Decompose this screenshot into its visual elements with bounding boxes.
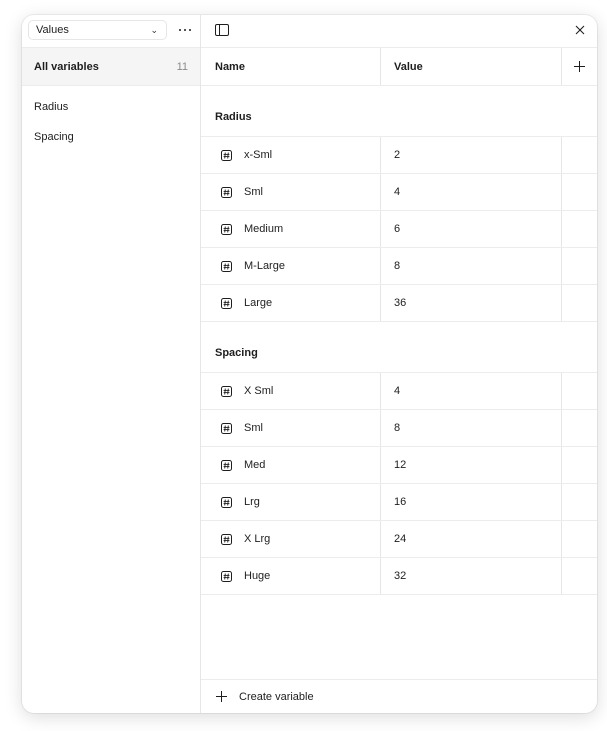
empty-cell xyxy=(562,484,597,520)
variable-value: 24 xyxy=(394,533,407,545)
sidebar-item-spacing[interactable]: Spacing xyxy=(34,131,74,143)
column-header-name[interactable]: Name xyxy=(201,48,381,85)
variable-value-cell[interactable] xyxy=(381,447,562,483)
table-row[interactable] xyxy=(201,248,597,285)
number-variable-icon xyxy=(221,298,232,309)
variable-value: 8 xyxy=(394,422,401,434)
table-row[interactable] xyxy=(201,558,597,595)
variable-value-cell[interactable] xyxy=(381,285,562,321)
more-options-button[interactable] xyxy=(176,23,194,37)
number-variable-icon xyxy=(221,497,232,508)
variable-value: 16 xyxy=(394,496,407,508)
close-icon[interactable] xyxy=(573,23,587,37)
variable-name-cell[interactable] xyxy=(201,137,381,173)
variable-name: Medium xyxy=(244,223,284,235)
variable-value: 32 xyxy=(394,570,407,582)
table-row[interactable] xyxy=(201,211,597,248)
variable-name-cell[interactable] xyxy=(201,410,381,446)
number-variable-icon xyxy=(221,187,232,198)
number-variable-icon xyxy=(221,386,232,397)
number-variable-icon xyxy=(221,150,232,161)
group-heading: Spacing xyxy=(201,322,597,373)
variable-value: 6 xyxy=(394,223,401,235)
variable-name-cell[interactable] xyxy=(201,521,381,557)
number-variable-icon xyxy=(221,460,232,471)
table-header xyxy=(201,47,597,86)
variables-panel xyxy=(22,15,597,713)
table-row[interactable] xyxy=(201,174,597,211)
sidebar-item-all-variables[interactable] xyxy=(22,47,200,86)
empty-cell xyxy=(562,447,597,483)
variable-value: 2 xyxy=(394,149,401,161)
table-row[interactable] xyxy=(201,137,597,174)
variable-value-cell[interactable] xyxy=(381,558,562,594)
variable-value-cell[interactable] xyxy=(381,137,562,173)
sidebar-item-radius[interactable]: Radius xyxy=(34,101,69,113)
column-header-value[interactable]: Value xyxy=(381,48,562,85)
table-row[interactable] xyxy=(201,447,597,484)
variable-name: X Sml xyxy=(244,385,274,397)
empty-cell xyxy=(562,373,597,409)
all-variables-label: All variables xyxy=(34,60,99,73)
main-header xyxy=(201,15,597,47)
collection-select[interactable] xyxy=(28,20,167,40)
variable-name-cell[interactable] xyxy=(201,248,381,284)
plus-icon xyxy=(216,691,227,702)
variable-value-cell[interactable] xyxy=(381,484,562,520)
create-variable-label: Create variable xyxy=(239,690,314,703)
variable-name: Sml xyxy=(244,422,263,434)
all-variables-count: 11 xyxy=(176,60,188,73)
sidebar-toggle-icon[interactable] xyxy=(215,24,229,36)
empty-cell xyxy=(562,174,597,210)
table-body xyxy=(201,86,597,595)
number-variable-icon xyxy=(221,534,232,545)
variable-value: 12 xyxy=(394,459,407,471)
variable-name: Large xyxy=(244,297,273,309)
table-row[interactable] xyxy=(201,484,597,521)
variable-name: Huge xyxy=(244,570,271,582)
empty-cell xyxy=(562,137,597,173)
number-variable-icon xyxy=(221,261,232,272)
variable-value-cell[interactable] xyxy=(381,248,562,284)
group-heading: Radius xyxy=(201,86,597,137)
variable-name-cell[interactable] xyxy=(201,373,381,409)
variable-value: 36 xyxy=(394,297,407,309)
empty-cell xyxy=(562,521,597,557)
empty-cell xyxy=(562,211,597,247)
sidebar-group-list xyxy=(22,86,200,152)
create-variable-button[interactable] xyxy=(201,679,597,713)
variable-value-cell[interactable] xyxy=(381,521,562,557)
variable-name-cell[interactable] xyxy=(201,558,381,594)
number-variable-icon xyxy=(221,423,232,434)
table-row[interactable] xyxy=(201,373,597,410)
empty-cell xyxy=(562,410,597,446)
table-row[interactable] xyxy=(201,285,597,322)
more-horizontal-icon xyxy=(179,29,192,32)
variable-name: Med xyxy=(244,459,266,471)
variable-name-cell[interactable] xyxy=(201,174,381,210)
variable-name: Lrg xyxy=(244,496,260,508)
empty-cell xyxy=(562,248,597,284)
table-row[interactable] xyxy=(201,521,597,558)
empty-cell xyxy=(562,285,597,321)
plus-icon xyxy=(574,61,585,72)
variable-value-cell[interactable] xyxy=(381,373,562,409)
variable-name: x-Sml xyxy=(244,149,273,161)
empty-cell xyxy=(562,558,597,594)
add-column-button[interactable] xyxy=(562,48,597,85)
main-area xyxy=(201,15,597,713)
variable-name-cell[interactable] xyxy=(201,211,381,247)
variable-name: X Lrg xyxy=(244,533,271,545)
variable-value-cell[interactable] xyxy=(381,410,562,446)
variable-name-cell[interactable] xyxy=(201,447,381,483)
chevron-down-icon: ⌄ xyxy=(150,24,158,35)
number-variable-icon xyxy=(221,224,232,235)
variable-name: Sml xyxy=(244,186,263,198)
variable-value: 4 xyxy=(394,385,401,397)
variable-value-cell[interactable] xyxy=(381,211,562,247)
sidebar xyxy=(22,15,201,713)
variable-name-cell[interactable] xyxy=(201,484,381,520)
variable-name: M-Large xyxy=(244,260,285,272)
sidebar-header xyxy=(22,15,200,47)
collection-select-label: Values xyxy=(36,24,69,36)
variable-value: 8 xyxy=(394,260,401,272)
variable-name-cell[interactable] xyxy=(201,285,381,321)
number-variable-icon xyxy=(221,571,232,582)
table-row[interactable] xyxy=(201,410,597,447)
variable-value-cell[interactable] xyxy=(381,174,562,210)
variable-value: 4 xyxy=(394,186,401,198)
